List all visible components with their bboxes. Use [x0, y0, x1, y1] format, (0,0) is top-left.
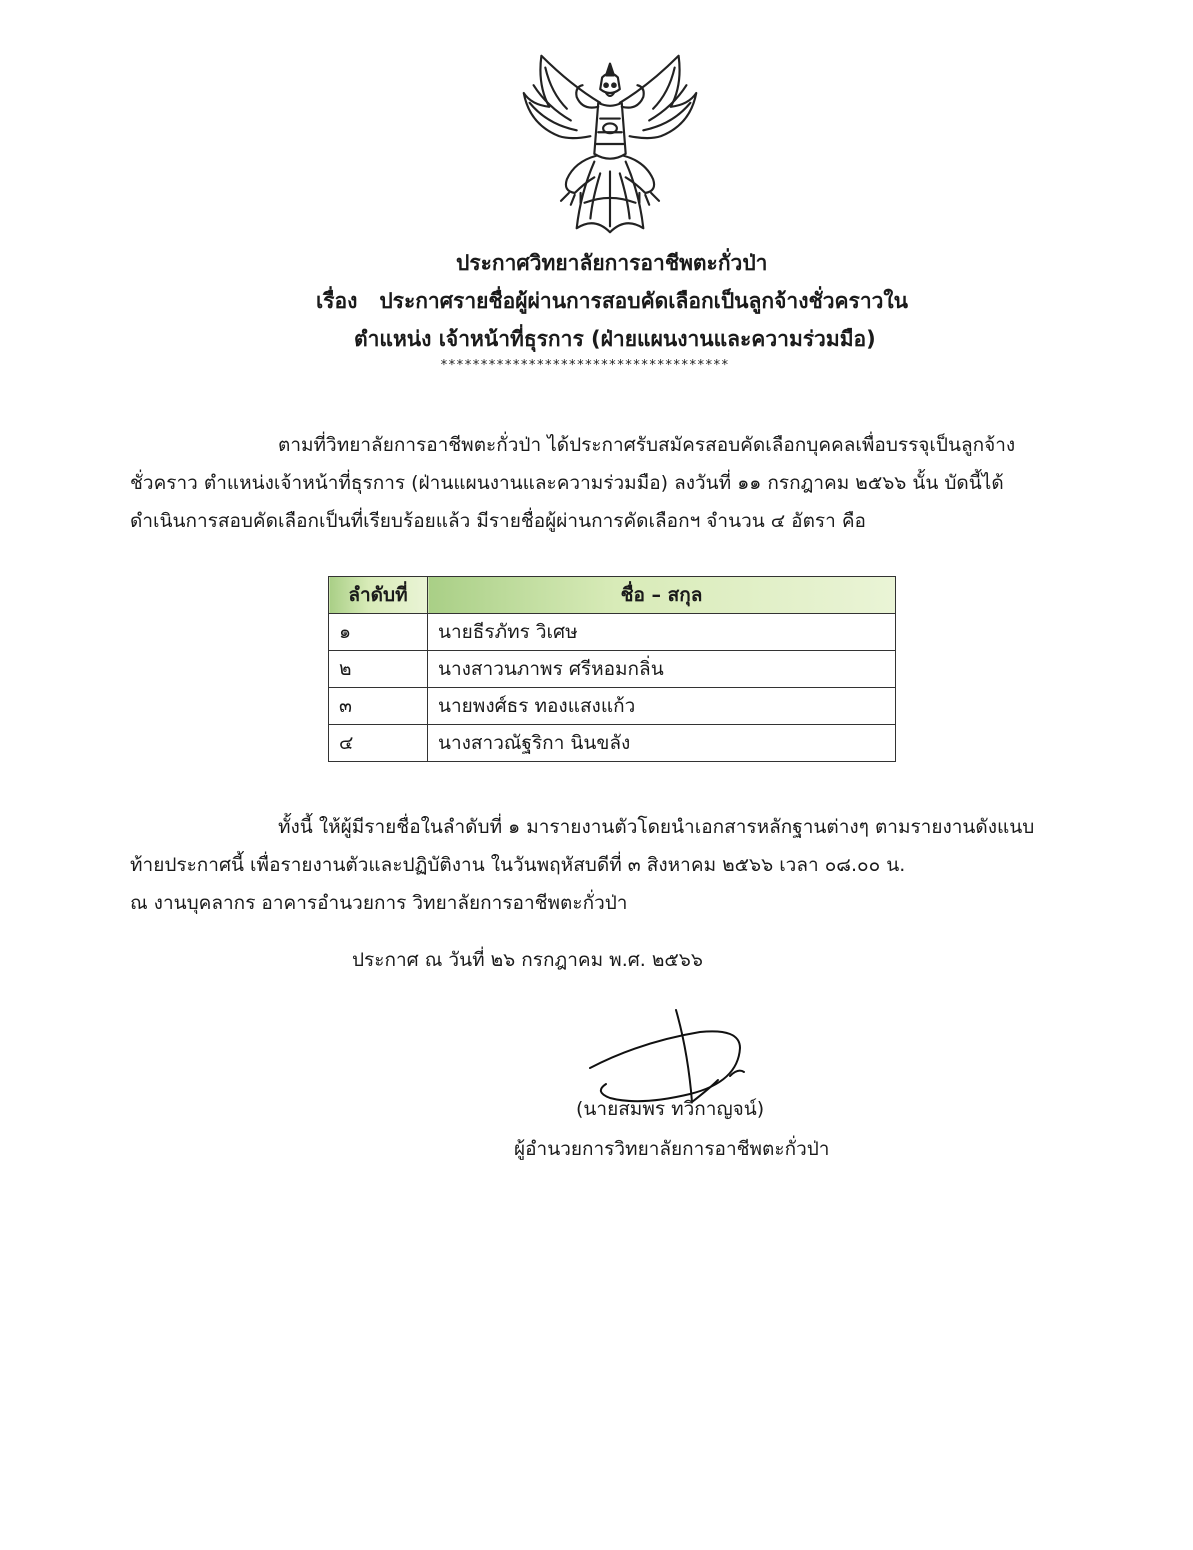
row-number: ๒ — [329, 651, 428, 688]
intro-line-3: ดำเนินการสอบคัดเลือกเป็นที่เรียบร้อยแล้ว มีรายชื่อผู้ผ่านการคัดเลือกฯ จำนวน ๔ อัตรา คือ — [130, 510, 866, 532]
announcement-subject — [316, 286, 908, 316]
closing-line-2: ท้ายประกาศนี้ เพื่อรายงานตัวและปฏิบัติงาน ในวันพฤหัสบดีที่ ๓ สิงหาคม ๒๕๖๖ เวลา ๐๘.๐๐ น. — [130, 854, 906, 876]
subject-line-1: ประกาศรายชื่อผู้ผ่านการสอบคัดเลือกเป็นลูกจ้างชั่วคราวใน — [379, 289, 909, 313]
closing-line-1: ทั้งนี้ ให้ผู้มีรายชื่อในลำดับที่ ๑ มารายงานตัวโดยนำเอกสารหลักฐานต่างๆ ตามรายงานดังแนบ — [278, 816, 1035, 838]
table-header-row — [329, 577, 896, 614]
column-header-name: ชื่อ – สกุล — [428, 577, 896, 614]
row-name: นายธีรภัทร วิเศษ — [428, 614, 896, 651]
garuda-emblem-icon — [512, 46, 708, 242]
subject-label: เรื่อง — [316, 289, 358, 313]
table-row — [329, 614, 896, 651]
signer-name: (นายสมพร ทวีกาญจน์) — [576, 1098, 765, 1120]
intro-line-2: ชั่วคราว ตำแหน่งเจ้าหน้าที่ธุรการ (ฝ่านแผนงานและความร่วมมือ) ลงวันที่ ๑๑ กรกฎาคม ๒๕๖๖ นั้น บัดนี้ได้ — [130, 472, 1004, 494]
subject-line-2: ตำแหน่ง เจ้าหน้าที่ธุรการ (ฝ่ายแผนงานและความร่วมมือ) — [354, 327, 876, 351]
column-header-no: ลำดับที่ — [329, 577, 428, 614]
intro-paragraph — [130, 426, 1095, 540]
closing-paragraph — [130, 808, 1095, 922]
row-number: ๔ — [329, 725, 428, 762]
row-name: นางสาวนภาพร ศรีหอมกลิ่น — [428, 651, 896, 688]
row-number: ๓ — [329, 688, 428, 725]
row-name: นายพงศ์ธร ทองแสงแก้ว — [428, 688, 896, 725]
table-row — [329, 725, 896, 762]
announcement-title: ประกาศวิทยาลัยการอาชีพตะกั่วป่า — [456, 251, 768, 275]
closing-line-3: ณ งานบุคลากร อาคารอำนวยการ วิทยาลัยการอาชีพตะกั่วป่า — [130, 892, 628, 914]
signer-position: ผู้อำนวยการวิทยาลัยการอาชีพตะกั่วป่า — [514, 1138, 830, 1160]
row-name: นางสาวณัฐริกา นินขลัง — [428, 725, 896, 762]
separator-line: ************************************ — [440, 358, 729, 373]
row-number: ๑ — [329, 614, 428, 651]
passed-candidates-table — [328, 576, 896, 762]
table-row — [329, 688, 896, 725]
intro-line-1: ตามที่วิทยาลัยการอาชีพตะกั่วป่า ได้ประกาศรับสมัครสอบคัดเลือกบุคคลเพื่อบรรจุเป็นลูกจ้าง — [278, 434, 1016, 456]
table-row — [329, 651, 896, 688]
announcement-date: ประกาศ ณ วันที่ ๒๖ กรกฎาคม พ.ศ. ๒๕๖๖ — [352, 949, 703, 971]
